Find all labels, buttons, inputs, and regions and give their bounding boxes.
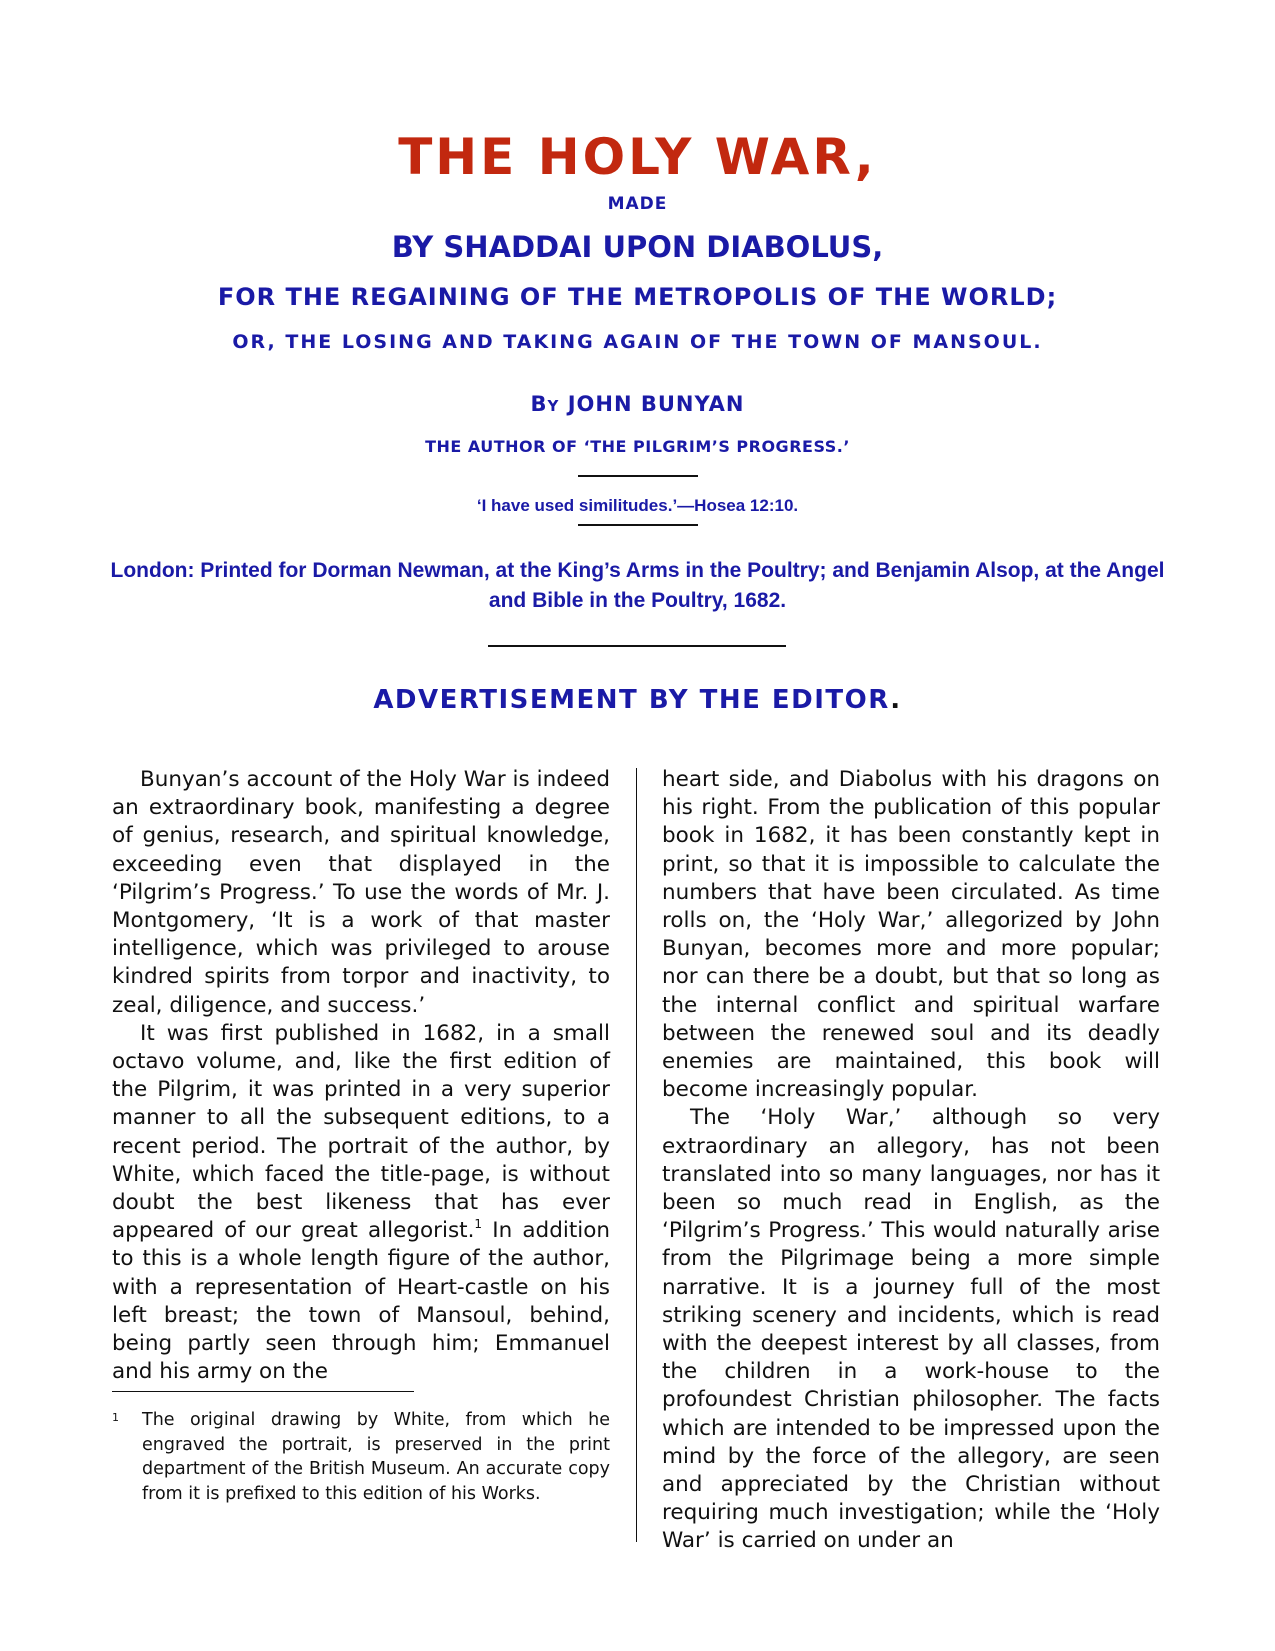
paragraph-text: It was first published in 1682, in a small octavo volume, and, like the first edition of the Pilgrim, it was printed in a very superior manner to all the subsequent editions, to a recent period. The portrait of the author, by White, which faced the title-page, is without doubt the best likeness that has ever appeared of our great allegorist.	[112, 1020, 610, 1244]
section-heading	[0, 685, 1275, 715]
paragraph: Bunyan’s account of the Holy War is indeed an extraordinary book, manifesting a degree of genius, research, and spiritual knowledge, exceeding even that displayed in the ‘Pilgrim’s Progress.’ To use the words of Mr. J. Montgomery, ‘It is a work of that master intelligence, which was privileged to arouse kindred spirits from torpor and inactivity, to zeal, diligence, and success.’	[112, 767, 610, 1018]
section-heading-period: .	[890, 685, 902, 715]
footnote-text: The original drawing by White, from which he engraved the portrait, is preserved in the print department of the British Museum. An accurate copy from it is prefixed to this edition of his Works.	[142, 1410, 610, 1504]
author-name: JOHN BUNYAN	[567, 392, 745, 416]
footnote-reference[interactable]: 1	[474, 1217, 483, 1232]
footnote	[112, 1408, 610, 1506]
subtitle-shaddai: BY SHADDAI UPON DIABOLUS,	[391, 230, 884, 264]
paragraph: heart side, and Diabolus with his dragons on his right. From the publication of this popular book in 1682, it has been constantly kept in print, so that it is impossible to calculate the numbers that have been circulated. As time rolls on, the ‘Holy War,’ allegorized by John Bunyan, becomes more and more popular; nor can there be a doubt, but that so long as the internal conflict and spiritual warfare between the renewed soul and its deadly enemies are maintained, this book will become increasingly popular.	[662, 767, 1160, 1103]
epigraph: ‘I have used similitudes.’—Hosea 12:10.	[476, 496, 799, 515]
paragraph	[112, 1020, 610, 1387]
title-made: MADE	[607, 194, 668, 214]
right-column	[662, 766, 1160, 1556]
section-divider	[488, 645, 786, 647]
byline	[0, 392, 1275, 416]
epigraph-rule-top	[578, 475, 698, 477]
book-title: THE HOLY WAR,	[398, 128, 877, 186]
column-divider	[636, 768, 637, 1542]
paragraph-text-continued: In addition to this is a whole length figure of the author, with a representation of Heart-castle on his left breast; the town of Mansoul, behind, being partly seen through him; Emmanuel and his army on the	[112, 1218, 610, 1385]
author-of-line: THE AUTHOR OF ‘THE PILGRIM’S PROGRESS.’	[425, 437, 850, 456]
byline-prefix-b: B	[530, 392, 548, 416]
left-column	[112, 766, 610, 1386]
byline-prefix-y: Y	[547, 397, 560, 415]
paragraph: The ‘Holy War,’ although so very extraordinary an allegory, has not been translated into so many languages, nor has it been so much read in English, as the ‘Pilgrim’s Progress.’ This would naturally arise from the Pilgrimage being a more simple narrative. It is a journey full of the most striking scenery and incidents, which is read with the deepest interest by all classes, from the children in a work-house to the profoundest Christian philosopher. The facts which are intended to be impressed upon the mind by the force of the allegory, are seen and appreciated by the Christian without requiring much investigation; while the ‘Holy War’ is carried on under an	[662, 1105, 1160, 1554]
subtitle-mansoul: OR, THE LOSING AND TAKING AGAIN OF THE TOWN OF MANSOUL.	[232, 331, 1043, 353]
footnote-rule	[112, 1391, 414, 1392]
footnote-mark: 1	[112, 1411, 119, 1424]
imprint: London: Printed for Dorman Newman, at the King’s Arms in the Poultry; and Benjamin Alsop, at the Angel and Bible in the Poultry, 1682.	[110, 559, 1165, 612]
section-heading-text: ADVERTISEMENT BY THE EDITOR	[373, 685, 891, 715]
subtitle-metropolis: FOR THE REGAINING OF THE METROPOLIS OF THE WORLD;	[217, 283, 1058, 311]
epigraph-rule-bottom	[578, 524, 698, 526]
